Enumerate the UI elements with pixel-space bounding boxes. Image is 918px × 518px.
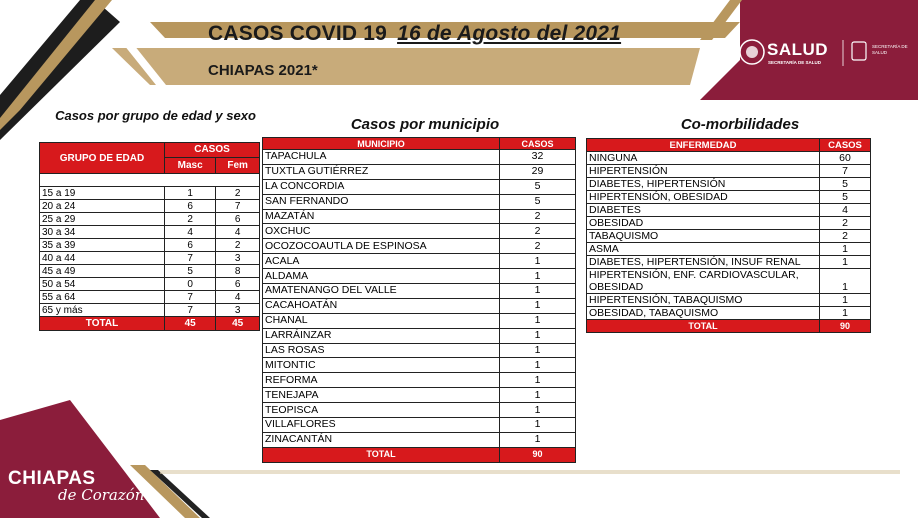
- disease-cell: HIPERTENSIÓN, ENF. CARDIOVASCULAR, OBESIDAD: [587, 269, 820, 294]
- table-row: [263, 313, 576, 328]
- cases-cell: 1: [500, 269, 576, 284]
- municipio-cell: ACALA: [263, 254, 500, 269]
- table-row: [587, 256, 871, 269]
- table-row: [263, 209, 576, 224]
- table-row: [263, 328, 576, 343]
- municipio-cell: MITONTIC: [263, 358, 500, 373]
- disease-cell: OBESIDAD, TABAQUISMO: [587, 307, 820, 320]
- municipio-cell: ZINACANTÁN: [263, 432, 500, 447]
- table-row: [587, 294, 871, 307]
- cases-cell: 5: [820, 191, 871, 204]
- table-row: [40, 213, 260, 226]
- table-row: [587, 204, 871, 217]
- cases-cell: 32: [500, 150, 576, 165]
- col-header-fem: Fem: [216, 157, 260, 173]
- disease-cell: HIPERTENSIÓN, OBESIDAD: [587, 191, 820, 204]
- age-group-cell: 45 a 49: [40, 265, 165, 278]
- salud-logo-caption: SECRETARÍA DE SALUD: [768, 60, 822, 65]
- fem-cell: 4: [216, 291, 260, 304]
- cases-cell: 1: [820, 269, 871, 294]
- municipio-cell: OXCHUC: [263, 224, 500, 239]
- fem-cell: 3: [216, 252, 260, 265]
- age-group-cell: 35 a 39: [40, 239, 165, 252]
- municipio-cell: ALDAMA: [263, 269, 500, 284]
- municipio-cell: AMATENANGO DEL VALLE: [263, 284, 500, 299]
- col-header-cases: CASOS: [820, 139, 871, 152]
- municipio-cell: LARRÁINZAR: [263, 328, 500, 343]
- masc-cell: 7: [165, 304, 216, 317]
- masc-cell: 0: [165, 278, 216, 291]
- table-row: [263, 373, 576, 388]
- municipio-cell: REFORMA: [263, 373, 500, 388]
- masc-cell: 2: [165, 213, 216, 226]
- total-label: TOTAL: [40, 317, 165, 331]
- municipio-cell: CACAHOATÁN: [263, 298, 500, 313]
- age-group-cell: 50 a 54: [40, 278, 165, 291]
- table-row: [263, 284, 576, 299]
- table-row: [263, 269, 576, 284]
- cases-cell: 1: [500, 298, 576, 313]
- age-group-cell: 25 a 29: [40, 213, 165, 226]
- disease-cell: ASMA: [587, 243, 820, 256]
- cases-cell: 2: [500, 239, 576, 254]
- total-cases: 90: [820, 320, 871, 333]
- cases-cell: 5: [500, 194, 576, 209]
- table-row: [40, 291, 260, 304]
- fem-cell: 8: [216, 265, 260, 278]
- cases-cell: 1: [500, 418, 576, 433]
- cases-cell: 2: [820, 217, 871, 230]
- age-group-cell: 30 a 34: [40, 226, 165, 239]
- cases-cell: 1: [500, 254, 576, 269]
- fem-cell: 7: [216, 200, 260, 213]
- disease-cell: NINGUNA: [587, 152, 820, 165]
- municipio-cell: SAN FERNANDO: [263, 194, 500, 209]
- table-row: [263, 343, 576, 358]
- col-header-group: GRUPO DE EDAD: [40, 143, 165, 174]
- municipio-cell: OCOZOCOAUTLA DE ESPINOSA: [263, 239, 500, 254]
- age-group-cell: 55 a 64: [40, 291, 165, 304]
- table-row: [40, 200, 260, 213]
- spacer-row: [40, 174, 260, 187]
- table-row: [263, 358, 576, 373]
- masc-cell: 7: [165, 252, 216, 265]
- report-date: 16 de Agosto del 2021: [397, 22, 622, 45]
- cases-cell: 29: [500, 164, 576, 179]
- cases-cell: 1: [820, 243, 871, 256]
- salud-logo: SALUD: [767, 40, 829, 59]
- masc-cell: 6: [165, 200, 216, 213]
- mun-table-title: Casos por municipio: [350, 116, 500, 133]
- municipio-cell: CHANAL: [263, 313, 500, 328]
- municipio-table: [262, 137, 576, 463]
- table-row: [40, 226, 260, 239]
- disease-cell: DIABETES: [587, 204, 820, 217]
- municipio-cell: TEOPISCA: [263, 403, 500, 418]
- fem-cell: 6: [216, 278, 260, 291]
- age-group-cell: 40 a 44: [40, 252, 165, 265]
- table-row: [587, 230, 871, 243]
- table-row: [263, 418, 576, 433]
- table-row: [263, 179, 576, 194]
- table-row: [587, 269, 871, 294]
- disease-cell: DIABETES, HIPERTENSIÓN, INSUF RENAL: [587, 256, 820, 269]
- municipio-cell: LAS ROSAS: [263, 343, 500, 358]
- age-table-title: Casos por grupo de edad y sexo: [55, 108, 256, 123]
- cases-cell: 1: [500, 388, 576, 403]
- age-group-cell: 65 y más: [40, 304, 165, 317]
- fem-cell: 3: [216, 304, 260, 317]
- masc-cell: 6: [165, 239, 216, 252]
- total-label: TOTAL: [587, 320, 820, 333]
- cases-cell: 1: [500, 284, 576, 299]
- total-masc: 45: [165, 317, 216, 331]
- cases-cell: 1: [500, 432, 576, 447]
- cases-cell: 1: [820, 307, 871, 320]
- disease-cell: TABAQUISMO: [587, 230, 820, 243]
- table-row: [263, 164, 576, 179]
- col-header-disease: ENFERMEDAD: [587, 139, 820, 152]
- disease-cell: HIPERTENSIÓN, TABAQUISMO: [587, 294, 820, 307]
- table-row: [263, 239, 576, 254]
- disease-cell: OBESIDAD: [587, 217, 820, 230]
- table-row: [587, 217, 871, 230]
- table-row: [40, 252, 260, 265]
- table-row: [587, 152, 871, 165]
- chiapas-logo: CHIAPAS: [8, 468, 96, 489]
- col-header-cases: CASOS: [500, 138, 576, 150]
- cases-cell: 1: [500, 328, 576, 343]
- page-subtitle: CHIAPAS 2021*: [208, 62, 318, 79]
- cases-cell: 2: [500, 209, 576, 224]
- fem-cell: 4: [216, 226, 260, 239]
- cases-cell: 1: [820, 294, 871, 307]
- cases-cell: 1: [500, 343, 576, 358]
- table-row: [587, 178, 871, 191]
- age-sex-table: [39, 142, 260, 331]
- municipio-cell: VILLAFLORES: [263, 418, 500, 433]
- municipio-cell: TENEJAPA: [263, 388, 500, 403]
- cases-cell: 4: [820, 204, 871, 217]
- cases-cell: 1: [500, 373, 576, 388]
- table-row: [263, 298, 576, 313]
- table-row: [263, 388, 576, 403]
- col-header-municipio: MUNICIPIO: [263, 138, 500, 150]
- cases-cell: 60: [820, 152, 871, 165]
- cases-cell: 5: [500, 179, 576, 194]
- total-fem: 45: [216, 317, 260, 331]
- table-row: [263, 403, 576, 418]
- municipio-cell: TUXTLA GUTIÉRREZ: [263, 164, 500, 179]
- table-row: [263, 194, 576, 209]
- age-group-cell: 20 a 24: [40, 200, 165, 213]
- table-row: [40, 187, 260, 200]
- municipio-cell: TAPACHULA: [263, 150, 500, 165]
- table-row: [40, 239, 260, 252]
- page-title: [208, 22, 621, 46]
- com-table-title: Co-morbilidades: [680, 116, 800, 133]
- fem-cell: 2: [216, 239, 260, 252]
- cases-cell: 2: [500, 224, 576, 239]
- disease-cell: DIABETES, HIPERTENSIÓN: [587, 178, 820, 191]
- masc-cell: 5: [165, 265, 216, 278]
- masc-cell: 1: [165, 187, 216, 200]
- disease-cell: HIPERTENSIÓN: [587, 165, 820, 178]
- total-label: TOTAL: [263, 447, 500, 462]
- cases-cell: 1: [820, 256, 871, 269]
- table-row: [587, 191, 871, 204]
- municipio-cell: MAZATÁN: [263, 209, 500, 224]
- table-row: [263, 254, 576, 269]
- table-row: [40, 304, 260, 317]
- col-header-masc: Masc: [165, 157, 216, 173]
- masc-cell: 4: [165, 226, 216, 239]
- table-row: [263, 432, 576, 447]
- comorbidities-table: [586, 138, 871, 333]
- fem-cell: 6: [216, 213, 260, 226]
- title-text: CASOS COVID 19: [208, 22, 388, 45]
- table-row: [587, 243, 871, 256]
- table-row: [587, 165, 871, 178]
- cases-cell: 2: [820, 230, 871, 243]
- cases-cell: 7: [820, 165, 871, 178]
- table-row: [263, 150, 576, 165]
- col-header-cases: CASOS: [165, 143, 260, 158]
- table-row: [40, 278, 260, 291]
- table-row: [587, 307, 871, 320]
- age-group-cell: 15 a 19: [40, 187, 165, 200]
- table-row: [263, 224, 576, 239]
- masc-cell: 7: [165, 291, 216, 304]
- secretaria-logo-caption: SECRETARÍA DE SALUD: [872, 44, 908, 55]
- cases-cell: 1: [500, 403, 576, 418]
- cases-cell: 1: [500, 313, 576, 328]
- total-cases: 90: [500, 447, 576, 462]
- municipio-cell: LA CONCORDIA: [263, 179, 500, 194]
- cases-cell: 5: [820, 178, 871, 191]
- cases-cell: 1: [500, 358, 576, 373]
- fem-cell: 2: [216, 187, 260, 200]
- chiapas-logo-tagline: de Corazón: [58, 486, 145, 504]
- table-row: [40, 265, 260, 278]
